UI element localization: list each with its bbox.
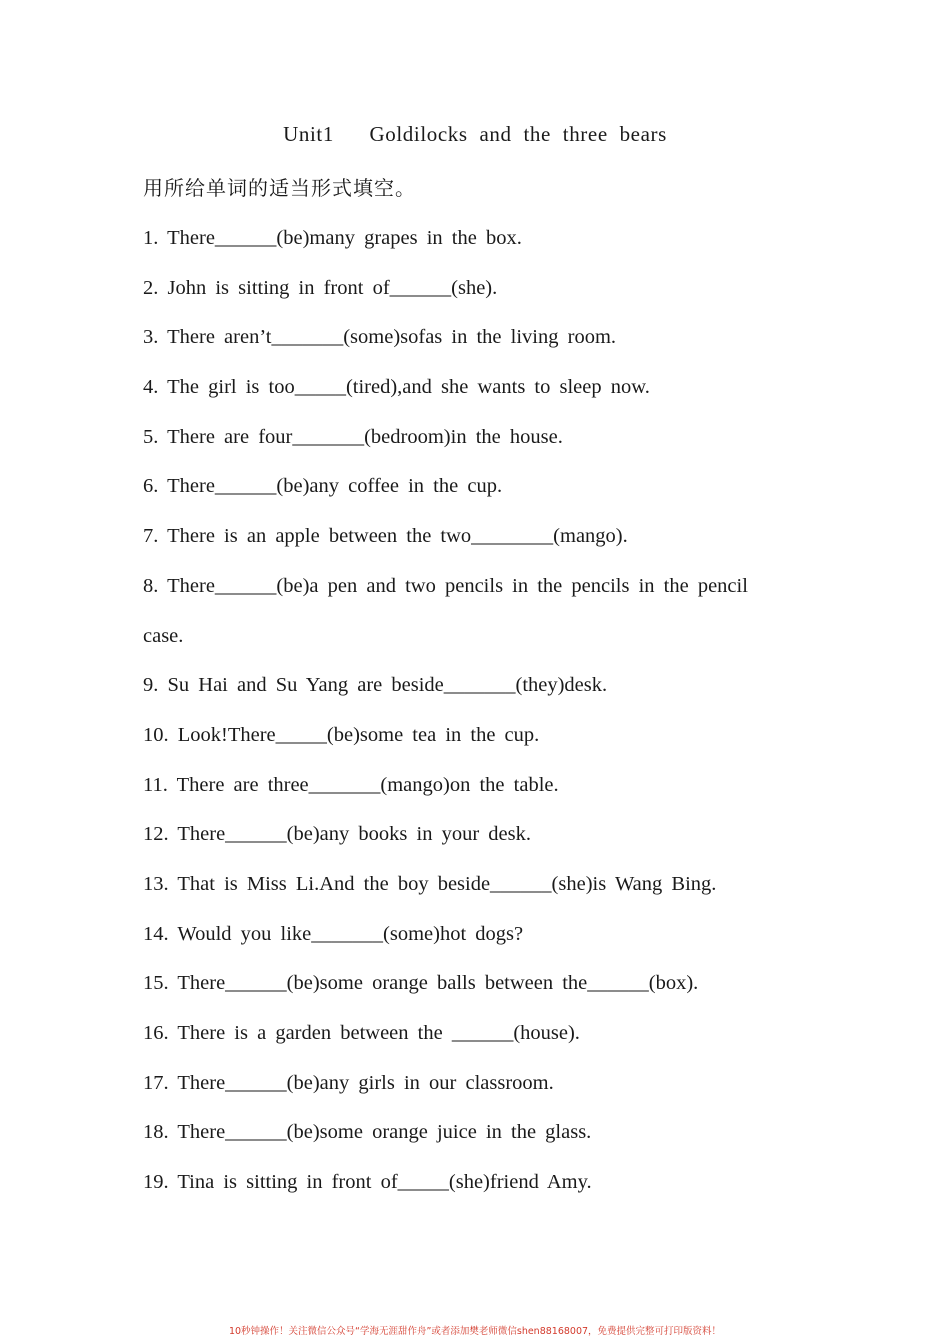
question-line: 6. There______(be)any coffee in the cup. [143,475,503,498]
question-line: 14. Would you like_______(some)hot dogs? [143,922,524,945]
question-line: 11. There are three_______(mango)on the table. [143,773,559,796]
question-line: 18. There______(be)some orange juice in the glass. [143,1121,592,1144]
question-line: case. [143,624,184,647]
question-line: 4. The girl is too_____(tired),and she wants to sleep now. [143,376,650,399]
instruction-text: 用所给单词的适当形式填空。 [143,176,416,200]
question-line: 16. There is a garden between the ______(house). [143,1022,580,1044]
question-line: 3. There aren’t_______(some)sofas in the living room. [143,326,617,349]
question-line: 19. Tina is sitting in front of_____(she)friend Amy. [143,1171,592,1194]
question-list [143,222,823,1216]
question-line: 7. There is an apple between the two________(mango). [143,525,628,548]
question-line: 2. John is sitting in front of______(she). [143,276,498,299]
question-line: 12. There______(be)any books in your desk. [143,823,531,846]
question-line: 9. Su Hai and Su Yang are beside_______(they)desk. [143,674,608,697]
question-line: 17. There______(be)any girls in our classroom. [143,1071,554,1094]
footer-promo-text: 10秒钟操作！关注微信公众号“学海无涯甜作舟”或者添加樊老师微信shen88168007，免费提供完整可打印版资料！ [228,1326,722,1337]
question-line: 10. Look!There_____(be)some tea in the cup. [143,723,540,746]
question-line: 8. There______(be)a pen and two pencils in the pencils in the pencil [143,574,748,597]
page-title: Unit1 Goldilocks and the three bears [283,122,667,146]
question-line: 15. There______(be)some orange balls between the______(box). [143,972,699,995]
question-line: 1. There______(be)many grapes in the box. [143,227,522,249]
question-line: 5. There are four_______(bedroom)in the house. [143,425,563,448]
question-line: 13. That is Miss Li.And the boy beside______(she)is Wang Bing. [143,872,717,895]
